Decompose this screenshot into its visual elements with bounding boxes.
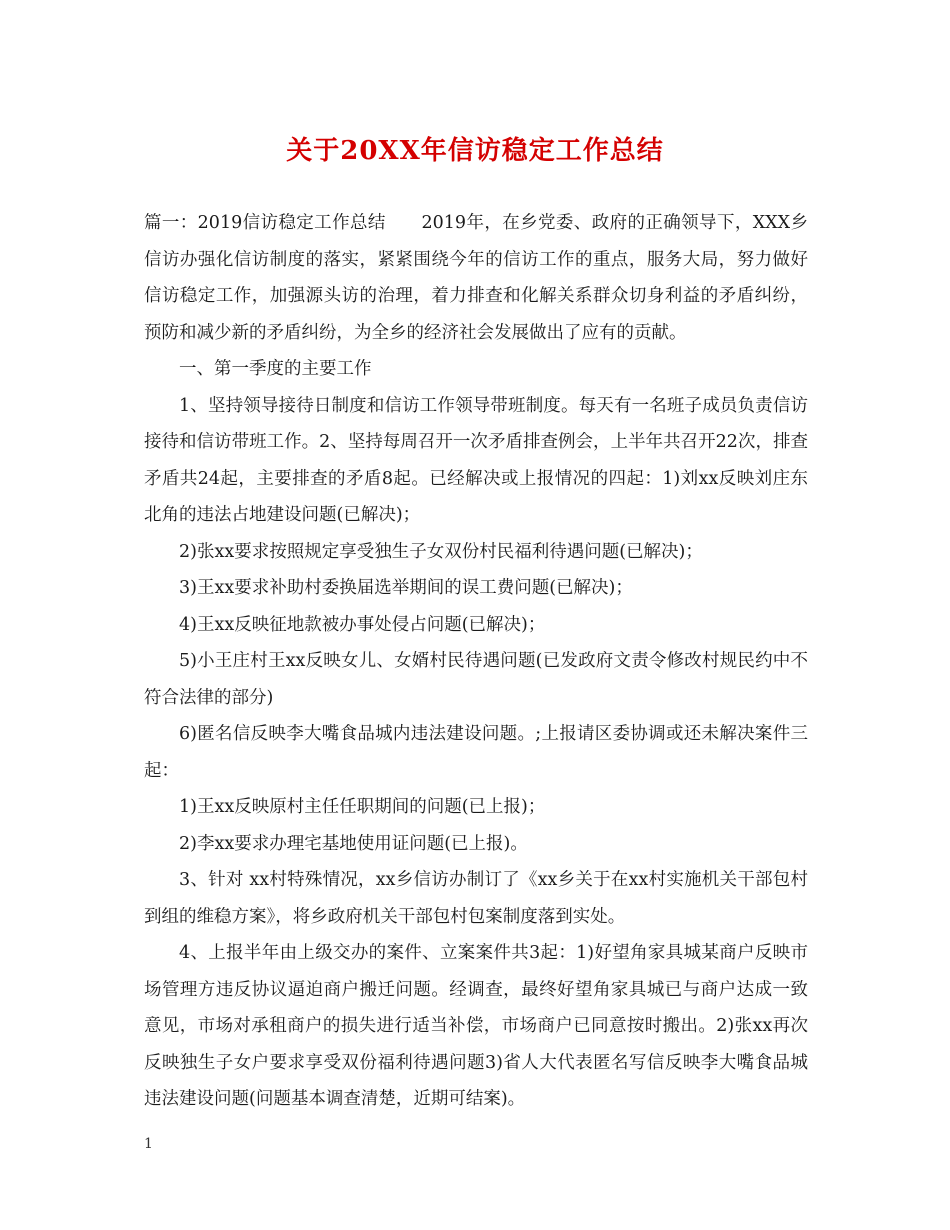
document-body xyxy=(144,205,808,1118)
list-item: 3)王xx要求补助村委换届选举期间的误工费问题(已解决)； xyxy=(179,578,633,598)
paragraph: 1、坚持领导接待日制度和信访工作领导带班制度。每天有一名班子成员负责信访接待和信访带班工作。2、坚持每周召开一次矛盾排查例会，上半年共召开22次，排查矛盾共24起，主要排查的矛盾8起。已经解决或上报情况的四起：1)刘xx反映刘庄东北角的违法占地建设问题(已解决)； xyxy=(144,395,808,525)
document-title: 关于20XX年信访稳定工作总结 xyxy=(286,136,664,166)
page-number: 1 xyxy=(144,1136,153,1152)
list-item: 6)匿名信反映李大嘴食品城内违法建设问题。;上报请区委协调或还未解决案件三起： xyxy=(144,724,808,781)
paragraph: 3、针对 xx村特殊情况，xx乡信访办制订了《xx乡关于在xx村实施机关干部包村到组的维稳方案》，将乡政府机关干部包村包案制度落到实处。 xyxy=(144,870,808,927)
list-item: 1)王xx反映原村主任任职期间的问题(已上报)； xyxy=(179,797,546,817)
list-item: 5)小王庄村王xx反映女儿、女婿村民待遇问题(已发政府文责令修改村规民约中不符合法律的部分) xyxy=(144,651,808,708)
paragraph: 4、上报半年由上级交办的案件、立案案件共3起：1)好望角家具城某商户反映市场管理方违反协议逼迫商户搬迁问题。经调查，最终好望角家具城已与商户达成一致意见，市场对承租商户的损失进行适当补偿，市场商户已同意按时搬出。2)张xx再次反映独生子女户要求享受双份福利待遇问题3)省人大代表匿名写信反映李大嘴食品城违法建设问题(问题基本调查清楚，近期可结案)。 xyxy=(144,943,808,1109)
paragraph: 篇一：2019信访稳定工作总结 2019年，在乡党委、政府的正确领导下，XXX乡信访办强化信访制度的落实，紧紧围绕今年的信访工作的重点，服务大局，努力做好信访稳定工作，加强源头访的治理，着力排查和化解关系群众切身利益的矛盾纠纷，预防和减少新的矛盾纠纷，为全乡的经济社会发展做出了应有的贡献。 xyxy=(144,213,808,343)
list-item: 2)李xx要求办理宅基地使用证问题(已上报)。 xyxy=(179,833,528,854)
list-item: 4)王xx反映征地款被办事处侵占问题(已解决)； xyxy=(179,614,546,635)
section-heading: 一、第一季度的主要工作 xyxy=(179,359,372,379)
list-item: 2)张xx要求按照规定享受独生子女双份村民福利待遇问题(已解决)； xyxy=(179,541,703,562)
